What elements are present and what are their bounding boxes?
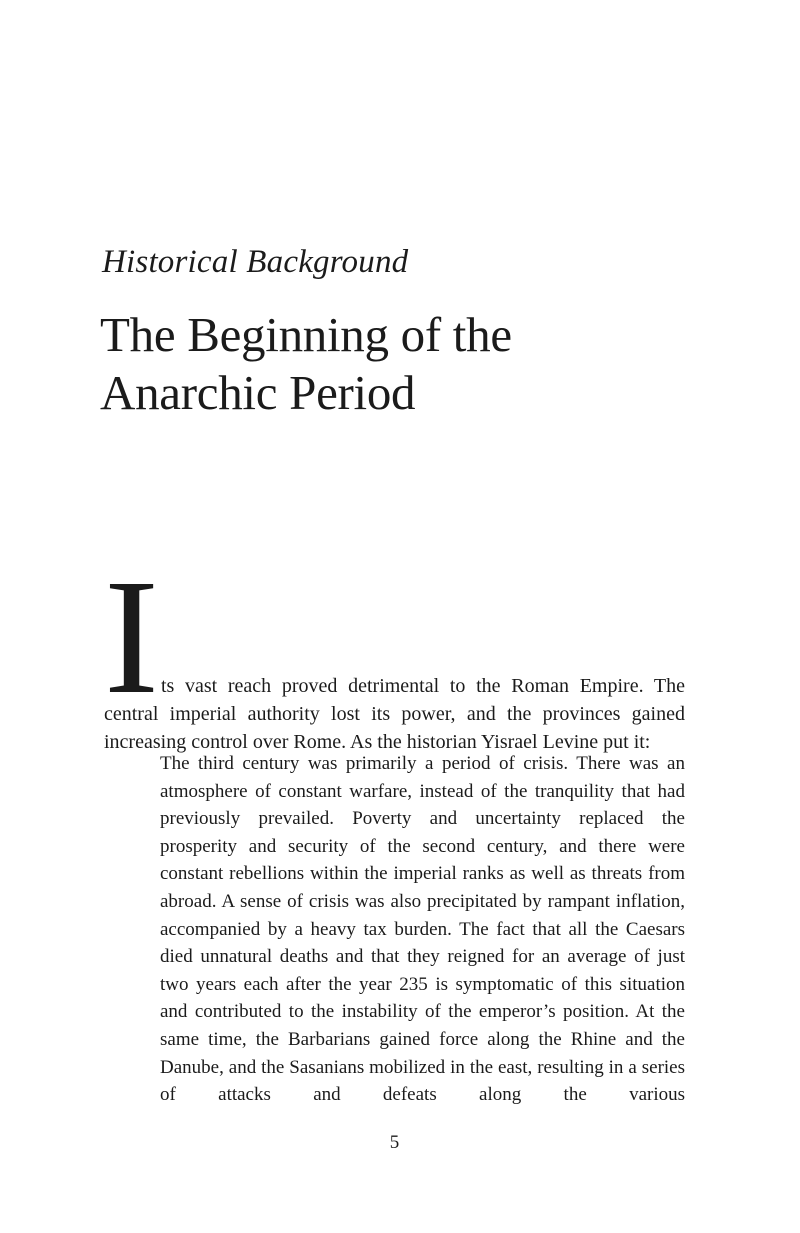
opening-paragraph-text: ts vast reach proved detrimental to the Roman Empire. The central imperial authority lost its power, and the provinces gained increasing control over Rome. As the historian Yisrael Levine put it: (104, 675, 685, 753)
page-number: 5 (389, 1132, 400, 1153)
chapter-kicker: Historical Background (102, 244, 409, 280)
opening-paragraph (104, 545, 685, 756)
chapter-title (100, 306, 720, 422)
chapter-title-line1: The Beginning of the (100, 307, 512, 362)
dropcap-initial: I (104, 545, 161, 728)
chapter-title-line2: Anarchic Period (100, 365, 416, 420)
block-quote: The third century was primarily a period of crisis. There was an atmosphere of constant warfare, instead of the tranquility that had previously prevailed. Poverty and uncertainty replaced the prosperity and security of the second century, and there were constant rebellions within the imperial ranks as well as threats from abroad. A sense of crisis was also precipitated by rampant inflation, accompanied by a heavy tax burden. The fact that all the Caesars died unnatural deaths and that they reigned for an average of just two years each after the year 235 is symptomatic of this situation and contributed to the instability of the emperor’s position. At the same time, the Barbarians gained force along the Rhine and the Danube, and the Sasanians mobilized in the east, resulting in a series of attacks and defeats along the various (160, 753, 685, 1106)
